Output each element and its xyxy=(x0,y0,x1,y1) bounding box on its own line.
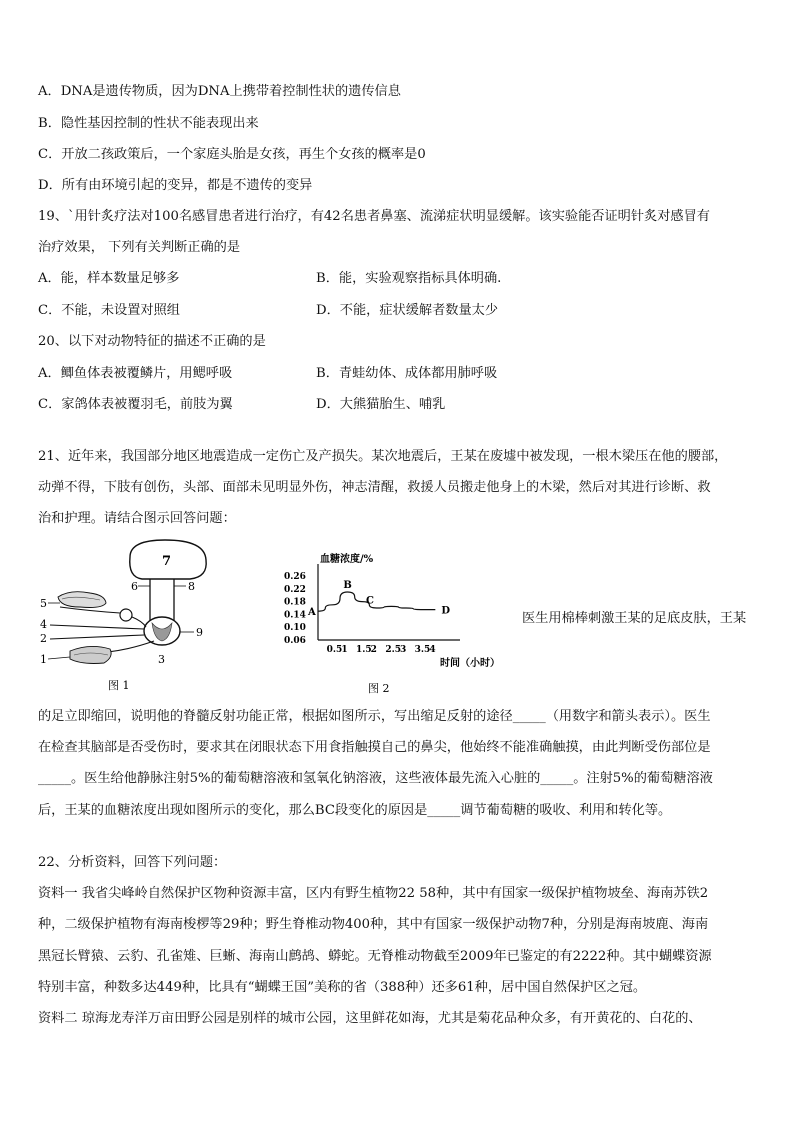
figure-2-caption: 图 2 xyxy=(368,682,390,695)
y-tick-label: 0.18 xyxy=(284,597,306,608)
effector-muscle xyxy=(70,646,111,663)
q22-material1-line3: 黑冠长臂猿、云豹、孔雀雉、巨蜥、海南山鹧鸪、蟒蛇。无脊椎动物截至2009年已鉴定的有2222种。其中蝴蝶资源 xyxy=(38,949,712,964)
q21-body-line1: 的足立即缩回，说明他的脊髓反射功能正常，根据如图所示，写出缩足反射的途径_____（用数字和箭头表示）。医生 xyxy=(38,709,711,724)
q21-stem-line2: 动弹不得，下肢有创伤，头部、面部未见明显外伤，神志清醒，救援人员搬走他身上的木梁，然后对其进行诊断、救 xyxy=(38,480,711,495)
q19-option-d: D．不能，症状缓解者数量太少 xyxy=(316,303,499,318)
x-tick-label: 1.5 xyxy=(356,645,372,655)
q18-option-b: B．隐性基因控制的性状不能表现出来 xyxy=(38,116,259,131)
label-7: 7 xyxy=(162,554,172,569)
label-6: 6 xyxy=(131,580,138,593)
q20-stem: 20、以下对动物特征的描述不正确的是 xyxy=(38,334,266,349)
q20-option-c: C．家鸽体表被覆羽毛，前肢为翼 xyxy=(38,397,233,412)
x-axis-label: 时间（小时） xyxy=(440,658,500,669)
figure-1-caption: 图 1 xyxy=(108,679,130,692)
q19-stem-line1: 19、`用针炙疗法对100名感冒患者进行治疗，有42名患者鼻塞、流涕症状明显缓解。该实验能否证明针炙对感冒有 xyxy=(38,209,710,224)
x-tick-label: 3.5 xyxy=(414,645,431,655)
label-5: 5 xyxy=(40,597,47,610)
label-1: 1 xyxy=(40,653,47,666)
y-tick-label: 0.06 xyxy=(284,636,306,646)
series-line xyxy=(318,592,435,611)
label-8: 8 xyxy=(188,580,195,593)
q19-option-a: A．能，样本数量足够多 xyxy=(38,271,180,286)
x-tick-label: 4 xyxy=(429,645,436,655)
x-tick-label: 2 xyxy=(370,645,377,655)
q20-option-b: B．青蛙幼体、成体都用肺呼吸 xyxy=(316,366,498,381)
q19-option-b: B．能，实验观察指标具体明确. xyxy=(316,271,502,286)
x-tick-label: 3 xyxy=(400,645,407,655)
q18-option-d: D．所有由环境引起的变异，都是不遗传的变异 xyxy=(38,178,313,193)
q18-option-a: A．DNA是遗传物质，因为DNA上携带着控制性状的遗传信息 xyxy=(38,84,401,99)
figure-2-blood-glucose-chart xyxy=(282,550,500,698)
q21-body-line3: _____。医生给他静脉注射5%的葡萄糖溶液和氢氧化钠溶液，这些液体最先流入心脏的_____。注射5%的葡萄糖溶液 xyxy=(38,771,713,786)
q21-stem-line1: 21、近年来，我国部分地区地震造成一定伤亡及产损失。某次地震后，王某在废墟中被发现，一根木梁压在他的腰部， xyxy=(38,449,728,464)
q21-text-beside-figure: 医生用棉棒刺激王某的足底皮肤，王某 xyxy=(522,611,747,626)
point-label: C xyxy=(366,595,374,607)
y-tick-label: 0.14 xyxy=(284,610,306,621)
q20-option-a: A．鲫鱼体表被覆鳞片，用鳃呼吸 xyxy=(38,366,233,381)
figure-1-reflex-arc xyxy=(30,535,220,700)
y-tick-label: 0.22 xyxy=(284,584,306,595)
q22-material1-line4: 特别丰富，种数多达449种，比具有“蝴蝶王国”美称的省（388种）还多61种，居中国自然保护区之冠。 xyxy=(38,980,647,995)
label-9: 9 xyxy=(196,626,203,639)
label-3: 3 xyxy=(158,653,165,666)
q22-material1-line2: 种，二级保护植物有海南梭椤等29种；野生脊椎动物400种，其中有国家一级保护动物7种，分别是海南坡鹿、海南 xyxy=(38,917,709,932)
q21-body-line2: 在检查其脑部是否受伤时，要求其在闭眼状态下用食指触摸自己的鼻尖，他始终不能准确触摸，由此判断受伤部位是 xyxy=(38,740,711,755)
label-4: 4 xyxy=(40,618,47,631)
y-tick-label: 0.26 xyxy=(284,572,306,582)
ganglion xyxy=(120,609,132,621)
y-tick-label: 0.10 xyxy=(284,623,306,634)
q20-option-d: D．大熊猫胎生、哺乳 xyxy=(316,397,446,412)
q22-material2-line1: 资料二 琼海龙寿洋万亩田野公园是别样的城市公园，这里鲜花如海，尤其是菊花品种众多，有开黄花的、白花的、 xyxy=(38,1011,702,1026)
q22-material1-line1: 资料一 我省尖峰岭自然保护区物种资源丰富，区内有野生植物22 58种，其中有国家一级保护植物坡垒、海南苏铁2 xyxy=(38,886,709,901)
q21-body-line4: 后，王某的血糖浓度出现如图所示的变化，那么BC段变化的原因是_____调节葡萄糖的吸收、利用和转化等。 xyxy=(38,803,672,818)
y-axis-label: 血糖浓度/% xyxy=(320,554,374,565)
q22-stem: 22、分析资料，回答下列问题： xyxy=(38,855,227,870)
q18-option-c: C．开放二孩政策后，一个家庭头胎是女孩，再生个女孩的概率是0 xyxy=(38,147,426,162)
point-label: D xyxy=(441,605,451,617)
x-tick-label: 0.5 xyxy=(326,645,343,655)
point-label: A xyxy=(308,607,316,619)
q19-option-c: C．不能，未设置对照组 xyxy=(38,303,180,318)
x-tick-label: 2.5 xyxy=(385,645,402,655)
point-label: B xyxy=(343,580,352,591)
q19-stem-line2: 治疗效果， 下列有关判断正确的是 xyxy=(38,240,241,255)
label-2: 2 xyxy=(40,632,47,645)
x-tick-label: 1 xyxy=(341,645,348,655)
q21-stem-line3: 治和护理。请结合图示回答问题： xyxy=(38,511,236,526)
